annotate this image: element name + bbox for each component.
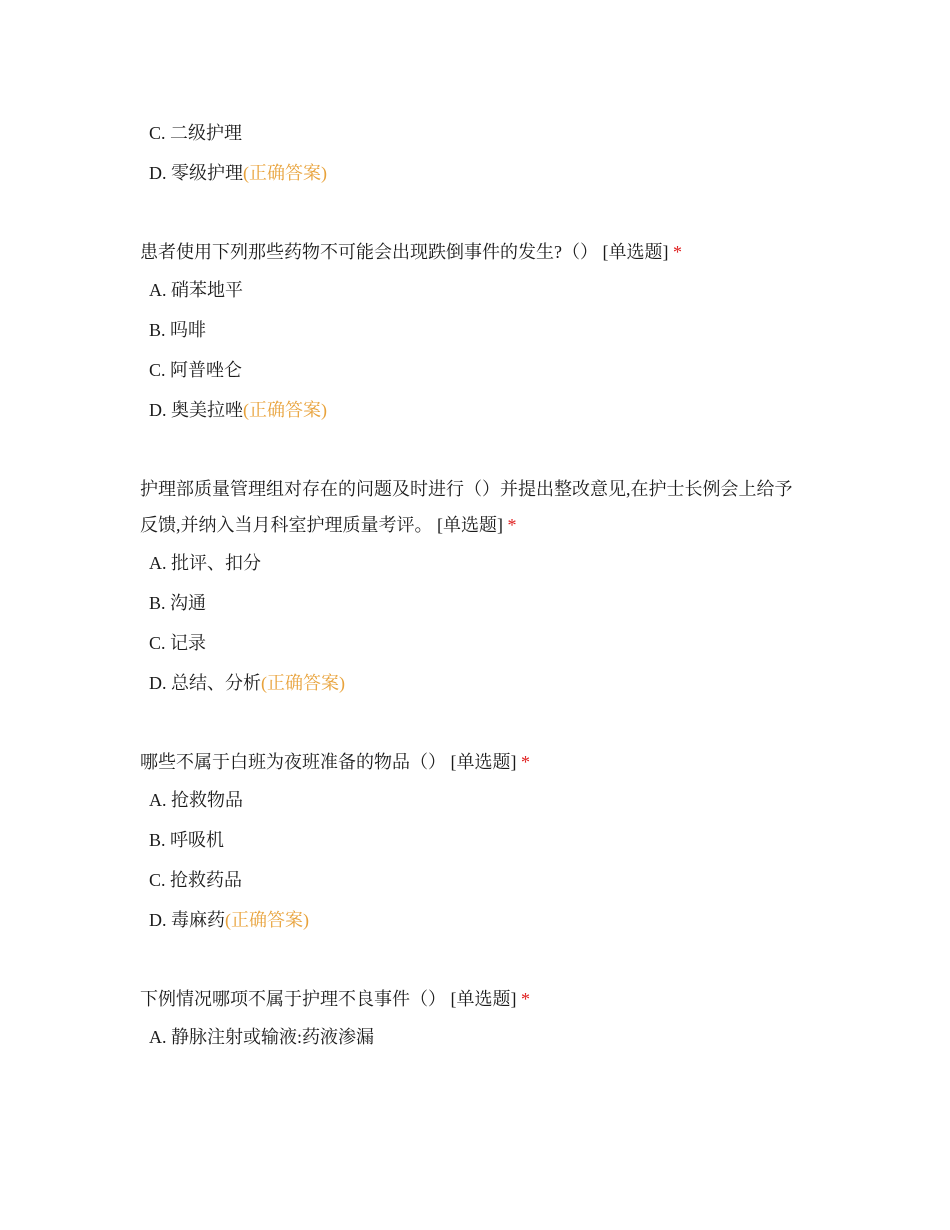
option-text: 记录	[170, 633, 207, 653]
option-text: 抢救药品	[170, 870, 243, 890]
question-type-label: [单选题]	[450, 989, 517, 1009]
question-list	[140, 118, 810, 1062]
question-text: 下例情况哪项不属于护理不良事件（）	[140, 989, 446, 1009]
question-text: 哪些不属于白班为夜班准备的物品（）	[140, 752, 446, 772]
option-text: 总结、分析	[171, 673, 261, 693]
option-text: 静脉注射或输液:药液渗漏	[171, 1027, 374, 1047]
option-letter: A.	[149, 280, 167, 300]
question-type-label: [单选题]	[437, 515, 503, 535]
required-asterisk: *	[507, 515, 517, 535]
option-text: 沟通	[170, 593, 207, 613]
answer-option	[140, 158, 810, 198]
option-text: 奥美拉唑	[171, 400, 243, 420]
option-letter: C.	[149, 123, 166, 143]
answer-option	[140, 395, 810, 435]
answer-option	[140, 865, 810, 905]
option-text: 二级护理	[170, 123, 243, 143]
answer-option	[140, 588, 810, 628]
correct-answer-marker: (正确答案)	[225, 910, 309, 930]
question-type-label: [单选题]	[602, 242, 669, 262]
answer-option	[140, 785, 810, 825]
required-asterisk: *	[673, 242, 682, 262]
option-letter: C.	[149, 360, 166, 380]
option-text: 硝苯地平	[171, 280, 243, 300]
correct-answer-marker: (正确答案)	[261, 673, 345, 693]
option-letter: A.	[149, 1027, 167, 1047]
option-letter: B.	[149, 593, 166, 613]
answer-option	[140, 548, 810, 588]
answer-option	[140, 1022, 810, 1062]
answer-option	[140, 355, 810, 395]
option-letter: D.	[149, 910, 167, 930]
required-asterisk: *	[521, 989, 530, 1009]
answer-option	[140, 628, 810, 668]
option-letter: B.	[149, 320, 166, 340]
answer-option	[140, 905, 810, 945]
option-letter: A.	[149, 790, 167, 810]
option-letter: A.	[149, 553, 167, 573]
option-letter: D.	[149, 673, 167, 693]
option-text: 阿普唑仑	[170, 360, 243, 380]
question-title	[140, 471, 810, 543]
option-text: 毒麻药	[171, 910, 225, 930]
option-text: 零级护理	[171, 163, 243, 183]
option-text: 吗啡	[170, 320, 207, 340]
answer-option	[140, 315, 810, 355]
option-letter: D.	[149, 400, 167, 420]
question-text: 患者使用下列那些药物不可能会出现跌倒事件的发生?（）	[140, 242, 598, 262]
option-text: 呼吸机	[170, 830, 225, 850]
question-text: 护理部质量管理组对存在的问题及时进行（）并提出整改意见,在护士长例会上给予反馈,并纳入当月科室护理质量考评。	[140, 479, 793, 535]
option-letter: C.	[149, 633, 166, 653]
question-type-label: [单选题]	[450, 752, 517, 772]
option-letter: C.	[149, 870, 166, 890]
answer-option	[140, 118, 810, 158]
option-letter: D.	[149, 163, 167, 183]
required-asterisk: *	[521, 752, 530, 772]
answer-option	[140, 275, 810, 315]
question-title	[140, 981, 810, 1017]
answer-option	[140, 825, 810, 865]
correct-answer-marker: (正确答案)	[243, 163, 327, 183]
option-text: 批评、扣分	[171, 553, 261, 573]
answer-option	[140, 668, 810, 708]
question-title	[140, 234, 810, 270]
option-text: 抢救物品	[171, 790, 243, 810]
option-letter: B.	[149, 830, 166, 850]
correct-answer-marker: (正确答案)	[243, 400, 327, 420]
question-title	[140, 744, 810, 780]
